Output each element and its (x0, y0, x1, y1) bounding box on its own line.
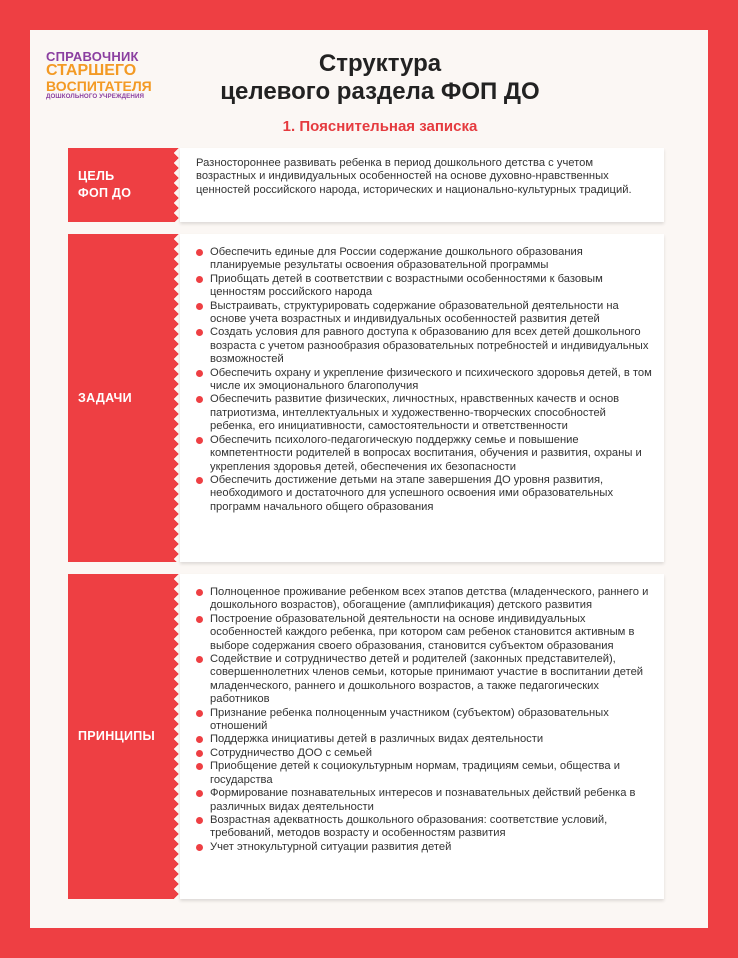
goal-row (68, 148, 664, 222)
list-item: Сотрудничество ДОО с семьей (196, 747, 654, 760)
list-item: Обеспечить достижение детьми на этапе завершения ДО уровня развития, необходимого и достаточного для успешного освоения ими образовательных программ начального общего образования (196, 474, 654, 514)
tasks-list (196, 246, 654, 514)
list-item: Поддержка инициативы детей в различных видах деятельности (196, 733, 654, 746)
principles-row (68, 574, 664, 899)
logo-line-1: СПРАВОЧНИК (46, 49, 139, 64)
list-item: Возрастная адекватность дошкольного образования: соответствие условий, требований, методов возрасту и особенностям развития (196, 814, 654, 841)
principles-box (180, 574, 664, 899)
page-title-line-1: Структура (318, 50, 442, 77)
tasks-label: ЗАДАЧИ (68, 234, 174, 562)
list-item: Полноценное проживание ребенком всех этапов детства (младенческого, раннего и дошкольного возрастов), обогащение (амплификация) детского развития (196, 586, 654, 613)
page-title-line-2: целевого раздела ФОП ДО (220, 78, 540, 105)
tasks-box (180, 234, 664, 562)
list-item: Создать условия для равного доступа к образованию для всех детей дошкольного возраста с учетом разнообразия образовательных потребностей и индивидуальных возможностей (196, 326, 654, 366)
goal-label-line-2: ФОП ДО (78, 186, 132, 200)
document-page (30, 30, 708, 928)
logo-line-2: СТАРШЕГО (46, 62, 137, 79)
goal-label-line-1: ЦЕЛЬ (78, 169, 115, 183)
list-item: Обеспечить развитие физических, личностных, нравственных качеств и основ патриотизма, интеллектуальных и художественно-творческих способностей ребенка, его инициативности, самостоятельности и ответственности (196, 393, 654, 433)
list-item: Выстраивать, структурировать содержание образовательной деятельности на основе учета возрастных и индивидуальных особенностей развития детей (196, 300, 654, 327)
goal-box (180, 148, 664, 222)
page-title (180, 50, 580, 106)
list-item: Формирование познавательных интересов и познавательных действий ребенка в различных видах деятельности (196, 787, 654, 814)
list-item: Обеспечить охрану и укрепление физического и психического здоровья детей, в том числе их эмоционального благополучия (196, 367, 654, 394)
list-item: Приобщать детей в соответствии с возрастными особенностями к базовым ценностям российского народа (196, 273, 654, 300)
principles-label: ПРИНЦИПЫ (68, 574, 174, 899)
section-subtitle: 1. Пояснительная записка (282, 118, 478, 135)
list-item: Содействие и сотрудничество детей и родителей (законных представителей), совершеннолетних членов семьи, которые принимают участие в воспитании детей младенческого, раннего и дошкольного возрастов, а также педагогических работников (196, 653, 654, 707)
list-item: Приобщение детей к социокультурным нормам, традициям семьи, общества и государства (196, 760, 654, 787)
goal-label (68, 148, 174, 222)
logo-line-3: ВОСПИТАТЕЛЯ (46, 78, 152, 94)
list-item: Признание ребенка полноценным участником (субъектом) образовательных отношений (196, 707, 654, 734)
publisher-logo (46, 50, 176, 100)
list-item: Обеспечить единые для России содержание дошкольного образования планируемые результаты освоения образовательной программы (196, 246, 654, 273)
logo-line-4: ДОШКОЛЬНОГО УЧРЕЖДЕНИЯ (46, 93, 145, 100)
tasks-row (68, 234, 664, 562)
list-item: Обеспечить психолого-педагогическую поддержку семье и повышение компетентности родителей в вопросах воспитания, обучения и развития, охраны и укрепления здоровья детей, обеспечения их безопасности (196, 434, 654, 474)
list-item: Учет этнокультурной ситуации развития детей (196, 841, 654, 854)
principles-list (196, 586, 654, 854)
list-item: Построение образовательной деятельности на основе индивидуальных особенностей каждого ребенка, при котором сам ребенок становится активным в выборе содержания своего образования, становится субъектом образования (196, 613, 654, 653)
goal-text: Разностороннее развивать ребенка в период дошкольного детства с учетом возрастных и индивидуальных особенностей на основе духовно-нравственных ценностей российского народа, исторических и национально-культурных традиций. (196, 157, 632, 196)
